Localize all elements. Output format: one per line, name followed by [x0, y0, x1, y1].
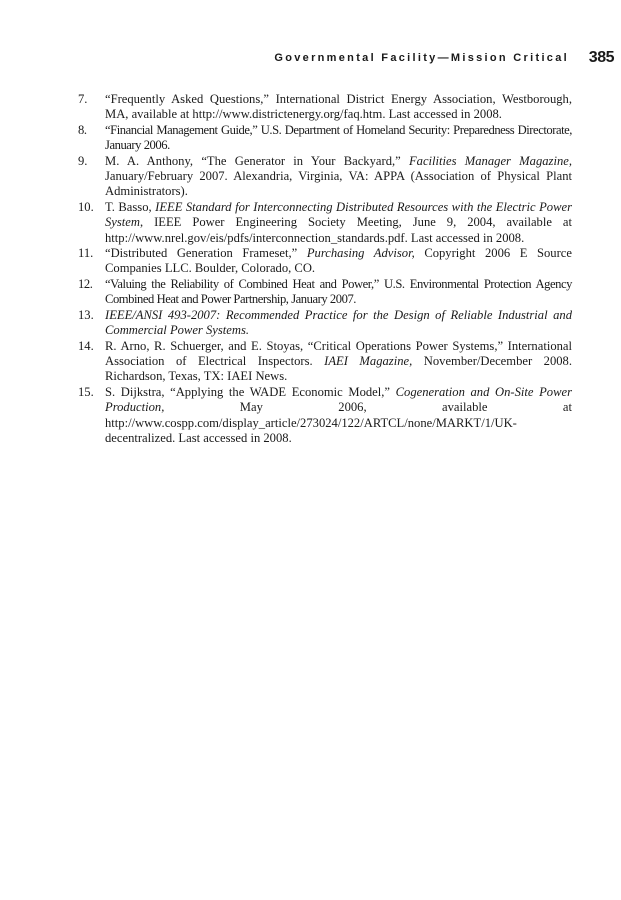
- reference-text-after: May 2006, available at http://www.cospp.com/display_article/273024/122/ARTCL/none/MARKT/1/UK-decentralized. Last accessed in 2008.: [105, 400, 572, 445]
- reference-item-14: [78, 339, 572, 385]
- reference-text-before: R. Arno, R. Schuerger, and E. Stoyas, “Critical Operations Power Systems,” International Association of Electrical Inspectors.: [105, 338, 572, 368]
- reference-text-after: , IEEE Power Engineering Society Meeting, June 9, 2004, available at http://www.nrel.gov/eis/pdfs/interconnection_standards.pdf. Last accessed in 2008.: [105, 215, 572, 245]
- reference-text: “Financial Management Guide,” U.S. Department of Homeland Security: Preparedness Directorate, January 2006.: [105, 122, 572, 153]
- reference-italic-title: IEEE/ANSI 493-2007: Recommended Practice for the Design of Reliable Industrial and Commercial Power Systems.: [105, 307, 572, 338]
- reference-italic-title: IAEI Magazine,: [324, 353, 413, 368]
- reference-text: [105, 385, 572, 447]
- reference-list: [78, 92, 572, 446]
- reference-number: 9.: [78, 153, 88, 168]
- reference-number: 10.: [78, 199, 94, 214]
- reference-number: 7.: [78, 92, 88, 106]
- reference-item-7: [78, 92, 572, 123]
- reference-text: [105, 308, 572, 339]
- reference-text-after: Copyright 2006 E Source Companies LLC. Boulder, Colorado, CO.: [105, 246, 572, 276]
- reference-item-12: [78, 277, 572, 308]
- reference-text: “Frequently Asked Questions,” International District Energy Association, Westborough, MA, available at http://www.districtenergy.org/faq.htm. Last accessed in 2008.: [105, 92, 572, 122]
- reference-italic-title: Cogeneration and On-Site Power Production,: [105, 384, 572, 415]
- reference-text: [105, 339, 572, 385]
- reference-number: 12.: [78, 276, 93, 291]
- reference-item-11: [78, 246, 572, 277]
- running-head: [0, 49, 621, 71]
- reference-text: [105, 246, 572, 277]
- running-title: Governmental Facility—Mission Critical: [274, 52, 569, 64]
- reference-item-13: [78, 308, 572, 339]
- reference-text-before: T. Basso,: [105, 199, 156, 214]
- reference-number: 8.: [78, 122, 87, 137]
- reference-text-before: S. Dijkstra, “Applying the WADE Economic Model,”: [105, 384, 396, 399]
- reference-text-before: M. A. Anthony, “The Generator in Your Backyard,”: [105, 153, 409, 168]
- reference-italic-title: IEEE Standard for Interconnecting Distributed Resources with the Electric Power System: [105, 199, 572, 230]
- reference-italic-title: Facilities Manager Magazine,: [408, 153, 572, 168]
- reference-text: “Valuing the Reliability of Combined Heat and Power,” U.S. Environmental Protection Agency Combined Heat and Power Partnership, January 2007.: [105, 276, 572, 307]
- reference-text-after: January/February 2007. Alexandria, Virginia, VA: APPA (Association of Physical Plant Administrators).: [105, 169, 572, 199]
- reference-text: [105, 154, 572, 200]
- reference-text-after: November/December 2008. Richardson, Texas, TX: IAEI News.: [105, 353, 572, 384]
- reference-item-10: [78, 200, 572, 246]
- reference-item-8: [78, 123, 572, 154]
- reference-number: 11.: [78, 246, 94, 261]
- reference-number: 15.: [78, 384, 94, 399]
- reference-italic-title: Purchasing Advisor,: [306, 246, 415, 261]
- reference-item-9: [78, 154, 572, 200]
- page-number: 385: [588, 49, 614, 66]
- reference-item-15: [78, 385, 572, 447]
- reference-text: [105, 200, 572, 246]
- reference-text-before: “Distributed Generation Frameset,”: [105, 246, 307, 261]
- reference-number: 14.: [78, 338, 94, 353]
- reference-number: 13.: [78, 307, 94, 322]
